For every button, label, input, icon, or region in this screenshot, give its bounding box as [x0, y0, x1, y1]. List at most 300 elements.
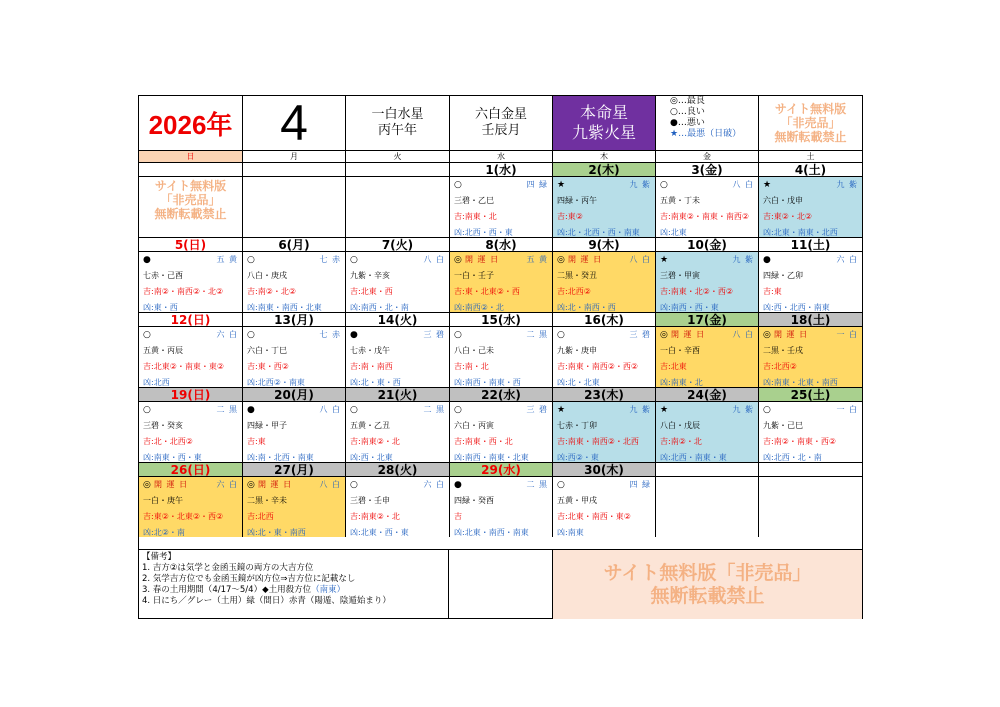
day-cell	[553, 402, 656, 462]
weekday-row	[139, 150, 862, 162]
day-kanshi: 四緑・甲子	[247, 421, 287, 430]
unlucky-directions: 凶:南西・南東・西	[454, 378, 521, 387]
lucky-directions: 吉:北西	[247, 512, 274, 521]
fortune-mark: ○	[763, 405, 771, 415]
date-label: 4(土)	[759, 162, 862, 177]
day-cell	[346, 177, 450, 237]
day-star: 三 碧	[526, 405, 548, 414]
unlucky-directions: 凶:南・北西・南東	[247, 453, 314, 462]
day-header	[143, 329, 238, 341]
day-kanshi: 二黒・辛未	[247, 496, 287, 505]
day-kanshi: 四緑・丙午	[557, 196, 597, 205]
weekday-thu: 木	[553, 151, 656, 162]
fortune-mark: ★	[660, 405, 669, 415]
month-star-cell	[450, 96, 553, 150]
lucky-directions: 吉:北東	[660, 362, 687, 371]
date-label	[656, 462, 759, 477]
date-label: 27(月)	[243, 462, 346, 477]
day-kanshi: 二黒・壬戌	[763, 346, 803, 355]
lucky-directions: 吉:南②・南西②・北②	[143, 287, 224, 296]
date-label: 8(水)	[450, 237, 553, 252]
unlucky-directions: 凶:北西・南東・東	[660, 453, 727, 462]
unlucky-directions: 凶:北・北東	[557, 378, 600, 387]
calendar	[138, 95, 863, 619]
day-cell	[656, 252, 759, 312]
day-cell	[450, 402, 553, 462]
day-cell	[656, 477, 759, 537]
date-label: 19(日)	[139, 387, 243, 402]
date-label: 26(日)	[139, 462, 243, 477]
lucky-day-label: 開 運 日	[671, 330, 706, 339]
fortune-mark: ○	[454, 330, 462, 340]
day-cell	[346, 252, 450, 312]
day-star: 八 白	[319, 405, 341, 414]
fortune-mark: ○	[454, 180, 462, 190]
day-cell	[243, 477, 346, 537]
fortune-mark: ◎	[660, 330, 668, 340]
day-star: 九 紫	[629, 405, 651, 414]
day-cell	[243, 327, 346, 387]
day-kanshi: 一白・辛酉	[660, 346, 700, 355]
day-header	[557, 404, 651, 416]
day-star: 九 紫	[732, 255, 754, 264]
day-cell	[759, 177, 862, 237]
date-label: 10(金)	[656, 237, 759, 252]
lucky-directions: 吉:南東②・南東・南西②	[660, 212, 750, 221]
lucky-directions: 吉:東・西②	[247, 362, 289, 371]
day-cell	[759, 477, 862, 537]
unlucky-directions: 凶:北西・西・東	[454, 228, 513, 237]
year-star: 一白水星	[371, 107, 424, 122]
watermark-header	[759, 96, 862, 150]
day-kanshi: 八白・庚戌	[247, 271, 287, 280]
legend-best: ◎…最良	[670, 96, 705, 106]
fortune-mark: ○	[454, 405, 462, 415]
date-label: 1(水)	[450, 162, 553, 177]
lucky-directions: 吉:南東・南西②・西②	[557, 362, 639, 371]
day-header	[454, 329, 548, 341]
empty-cell	[449, 549, 553, 618]
legend-worst: ★…最悪（日破）	[670, 129, 742, 139]
watermark-line: サイト無料版	[154, 179, 227, 193]
day-cell	[139, 327, 243, 387]
day-cell	[759, 327, 862, 387]
day-star: 五 黄	[216, 255, 238, 264]
honmei-cell	[553, 96, 656, 150]
watermark-cell	[139, 170, 243, 230]
day-star: 八 白	[423, 255, 445, 264]
fortune-mark: ◎	[763, 330, 771, 340]
fortune-mark: ★	[660, 255, 669, 265]
notes-line	[142, 585, 445, 596]
notes-line: 4. 日にち／グレー（土用）緑（間日）赤青（陽遁、陰遁始まり）	[142, 596, 391, 606]
weekday-fri: 金	[656, 151, 759, 162]
unlucky-directions: 凶:北・東・西	[350, 378, 401, 387]
day-cell	[243, 252, 346, 312]
day-star: 七 赤	[319, 330, 341, 339]
fortune-mark: ★	[763, 180, 772, 190]
day-cell	[553, 252, 656, 312]
unlucky-directions: 凶:北②・南	[143, 528, 185, 537]
day-cell	[346, 477, 450, 537]
day-header	[350, 479, 445, 491]
day-kanshi: 四緑・乙卯	[763, 271, 803, 280]
day-cell	[243, 177, 346, 237]
fortune-mark: ○	[660, 180, 668, 190]
date-label: 28(火)	[346, 462, 450, 477]
weekday-sun: 日	[139, 151, 243, 162]
day-kanshi: 五黄・丁未	[660, 196, 700, 205]
fortune-mark: ○	[143, 405, 151, 415]
day-kanshi: 四緑・癸酉	[454, 496, 494, 505]
unlucky-directions: 凶:西②・東	[557, 453, 599, 462]
day-header	[763, 329, 858, 341]
day-header	[143, 479, 238, 491]
date-label: 6(月)	[243, 237, 346, 252]
date-label: 3(金)	[656, 162, 759, 177]
date-label: 24(金)	[656, 387, 759, 402]
day-header	[247, 404, 341, 416]
day-cell	[656, 177, 759, 237]
day-star: 三 碧	[423, 330, 445, 339]
day-header	[763, 179, 858, 191]
date-label: 9(木)	[553, 237, 656, 252]
day-star: 九 紫	[732, 405, 754, 414]
lucky-day-label: 開 運 日	[465, 255, 500, 264]
lucky-directions: 吉:南②・南東・西②	[763, 437, 837, 446]
day-header	[557, 254, 651, 266]
watermark-line: サイト無料版	[774, 102, 847, 116]
day-star: 六 白	[836, 255, 858, 264]
lucky-directions: 吉	[454, 512, 462, 521]
day-cell	[139, 477, 243, 537]
unlucky-directions: 凶:北・北西・西・南東	[557, 228, 640, 237]
day-star: 六 白	[216, 480, 238, 489]
day-star: 八 白	[319, 480, 341, 489]
day-star: 四 緑	[629, 480, 651, 489]
date-label: 18(土)	[759, 312, 862, 327]
lucky-directions: 吉:南東②・北	[350, 437, 400, 446]
fortune-mark: ●	[454, 480, 462, 490]
date-label	[243, 162, 346, 177]
fortune-mark: ○	[143, 330, 151, 340]
day-kanshi: 七赤・己酉	[143, 271, 183, 280]
day-star: 二 黒	[526, 330, 548, 339]
day-star: 三 碧	[629, 330, 651, 339]
weekday-sat: 土	[806, 152, 815, 161]
day-kanshi: 八白・戊辰	[660, 421, 700, 430]
unlucky-directions: 凶:東・西	[143, 303, 178, 312]
day-kanshi: 七赤・丁卯	[557, 421, 597, 430]
day-cell	[139, 402, 243, 462]
day-star: 六 白	[423, 480, 445, 489]
day-star: 八 白	[629, 255, 651, 264]
date-label: 7(火)	[346, 237, 450, 252]
fortune-mark: ●	[763, 255, 771, 265]
day-header	[143, 404, 238, 416]
day-header	[247, 479, 341, 491]
date-label: 29(水)	[450, 462, 553, 477]
day-header	[763, 254, 858, 266]
unlucky-directions: 凶:南西・南東・北東	[454, 453, 529, 462]
month-star: 六白金星	[474, 107, 527, 122]
date-label: 11(土)	[759, 237, 862, 252]
month-cell	[243, 96, 346, 150]
day-cell	[243, 402, 346, 462]
day-header	[557, 479, 651, 491]
day-header	[454, 404, 548, 416]
honmei-star: 九紫火星	[571, 123, 636, 142]
day-kanshi: 五黄・甲戌	[557, 496, 597, 505]
day-kanshi: 九紫・己巳	[763, 421, 803, 430]
notes-line: 2. 気学吉方位でも金函玉鏡が凶方位⇒吉方位に記載なし	[142, 574, 356, 584]
date-label: 14(火)	[346, 312, 450, 327]
unlucky-directions: 凶:南東・西・東	[143, 453, 202, 462]
day-kanshi: 九紫・辛亥	[350, 271, 390, 280]
day-cell	[450, 327, 553, 387]
unlucky-directions: 凶:南東・南西・北東	[247, 303, 322, 312]
date-label: 16(木)	[553, 312, 656, 327]
fortune-mark: ○	[247, 330, 255, 340]
day-star: 九 紫	[836, 180, 858, 189]
lucky-directions: 吉:南②・北	[660, 437, 702, 446]
fortune-mark: ○	[247, 255, 255, 265]
month-label: 4	[280, 95, 308, 151]
date-label	[759, 462, 862, 477]
day-header	[557, 179, 651, 191]
lucky-directions: 吉:北東・南西・東②	[557, 512, 631, 521]
date-label: 25(土)	[759, 387, 862, 402]
unlucky-directions: 凶:南西②・北	[454, 303, 504, 312]
calendar-header	[139, 96, 862, 150]
day-kanshi: 一白・壬子	[454, 271, 494, 280]
notes-title: 【備考】	[142, 552, 177, 562]
day-header	[660, 179, 754, 191]
day-kanshi: 六白・丁巳	[247, 346, 287, 355]
day-kanshi: 五黄・丙辰	[143, 346, 183, 355]
date-label: 20(月)	[243, 387, 346, 402]
lucky-directions: 吉:北東②・南東・東②	[143, 362, 225, 371]
lucky-directions: 吉:東②	[557, 212, 583, 221]
date-label: 17(金)	[656, 312, 759, 327]
honmei-label: 本命星	[579, 103, 628, 122]
day-cell	[139, 252, 243, 312]
lucky-directions: 吉:東	[763, 287, 782, 296]
day-cell	[346, 327, 450, 387]
year-star-cell	[346, 96, 450, 150]
unlucky-directions: 凶:北西・北・南	[763, 453, 822, 462]
lucky-directions: 吉:東②・北②	[763, 212, 813, 221]
day-cell	[656, 402, 759, 462]
weekday-tue: 火	[346, 151, 450, 162]
day-star: 二 黒	[526, 480, 548, 489]
lucky-directions: 吉:南東・北②・西②	[660, 287, 734, 296]
day-star: 七 赤	[319, 255, 341, 264]
fortune-mark: ○	[557, 330, 565, 340]
date-label	[346, 162, 450, 177]
day-kanshi: 九紫・庚申	[557, 346, 597, 355]
watermark-line: 無断転載禁止	[650, 584, 765, 607]
day-kanshi: 一白・庚午	[143, 496, 183, 505]
unlucky-directions: 凶:北東・西・東	[350, 528, 409, 537]
fortune-mark: ○	[350, 405, 358, 415]
fortune-mark: ★	[557, 405, 566, 415]
day-star: 二 黒	[423, 405, 445, 414]
day-cell	[450, 477, 553, 537]
weekday-mon: 月	[243, 151, 346, 162]
notes-direction: （南東）	[311, 585, 346, 595]
unlucky-directions: 凶:北・南西・西	[557, 303, 616, 312]
day-header	[660, 254, 754, 266]
unlucky-directions: 凶:西・北西・南東	[763, 303, 830, 312]
day-star: 八 白	[732, 180, 754, 189]
lucky-directions: 吉:南東・南西②・北西	[557, 437, 639, 446]
lucky-directions: 吉:北・北西②	[143, 437, 193, 446]
day-cell	[759, 252, 862, 312]
unlucky-directions: 凶:南西・北・南	[350, 303, 409, 312]
day-cell	[553, 477, 656, 537]
date-label: 30(木)	[553, 462, 656, 477]
lucky-day-label: 開 運 日	[258, 480, 293, 489]
day-cell	[553, 327, 656, 387]
day-cell	[656, 327, 759, 387]
day-kanshi: 三碧・癸亥	[143, 421, 183, 430]
unlucky-directions: 凶:北・東・南西	[247, 528, 306, 537]
day-cell	[450, 252, 553, 312]
day-header	[660, 404, 754, 416]
day-header	[763, 404, 858, 416]
day-header	[247, 254, 341, 266]
fortune-mark: ●	[247, 405, 255, 415]
notes-line: 1. 吉方②は気学と金函玉鏡の両方の大吉方位	[142, 563, 314, 573]
day-header	[350, 404, 445, 416]
date-label: 22(水)	[450, 387, 553, 402]
legend-bad: ●…悪い	[670, 118, 705, 128]
unlucky-directions: 凶:南東	[557, 528, 584, 537]
big-watermark	[553, 549, 862, 619]
watermark-line: 無断転載禁止	[774, 130, 847, 144]
year-label: 2026年	[148, 109, 233, 140]
day-star: 六 白	[216, 330, 238, 339]
day-header	[454, 254, 548, 266]
day-header	[350, 329, 445, 341]
year-kanshi: 丙午年	[377, 123, 417, 138]
day-star: 四 緑	[526, 180, 548, 189]
weekday-wed: 水	[450, 151, 553, 162]
date-label: 23(木)	[553, 387, 656, 402]
lucky-directions: 吉:東②・北東②・西②	[143, 512, 224, 521]
lucky-directions: 吉:北西②	[557, 287, 591, 296]
legend-good: ○…良い	[670, 107, 705, 117]
notes-box	[139, 549, 449, 618]
notes-line-text: 3. 春の土用期間（4/17～5/4）◆土用殺方位	[142, 585, 312, 595]
unlucky-directions: 凶:南東・北東・南西	[763, 378, 838, 387]
unlucky-directions: 凶:南東・北	[660, 378, 703, 387]
lucky-directions: 吉:南・南西	[350, 362, 393, 371]
lucky-directions: 吉:東・北東②・西	[454, 287, 520, 296]
watermark-line: 「非売品」	[160, 193, 221, 207]
lucky-day-label: 開 運 日	[154, 480, 189, 489]
watermark-line: サイト無料版「非売品」	[603, 561, 812, 584]
unlucky-directions: 凶:北東・南西・南東	[454, 528, 529, 537]
day-kanshi: 六白・戊申	[763, 196, 803, 205]
fortune-mark: ◎	[247, 480, 255, 490]
day-star: 五 黄	[526, 255, 548, 264]
day-cell	[346, 402, 450, 462]
day-kanshi: 五黄・乙丑	[350, 421, 390, 430]
day-header	[350, 254, 445, 266]
day-star: 二 黒	[216, 405, 238, 414]
lucky-directions: 吉:南②・北②	[247, 287, 297, 296]
lucky-directions: 吉:北東・西	[350, 287, 393, 296]
day-header	[247, 329, 341, 341]
lucky-directions: 吉:南・北	[454, 362, 489, 371]
day-kanshi: 八白・己未	[454, 346, 494, 355]
day-star: 一 白	[836, 405, 858, 414]
day-star: 九 紫	[629, 180, 651, 189]
unlucky-directions: 凶:北東・南東・北西	[763, 228, 838, 237]
fortune-mark: ○	[350, 480, 358, 490]
day-kanshi: 三碧・壬申	[350, 496, 390, 505]
fortune-mark: ◎	[454, 255, 462, 265]
legend	[656, 96, 759, 150]
watermark-line: 無断転載禁止	[154, 207, 227, 221]
watermark-line: 「非売品」	[780, 116, 841, 130]
day-header	[660, 329, 754, 341]
day-kanshi: 三碧・乙巳	[454, 196, 494, 205]
date-label: 15(水)	[450, 312, 553, 327]
date-label: 21(火)	[346, 387, 450, 402]
day-star: 八 白	[732, 330, 754, 339]
day-header	[454, 179, 548, 191]
day-cell	[759, 402, 862, 462]
day-cell	[553, 177, 656, 237]
lucky-directions: 吉:南東・北	[454, 212, 497, 221]
unlucky-directions: 凶:南西・西・東	[660, 303, 719, 312]
fortune-mark: ◎	[557, 255, 565, 265]
date-label: 13(月)	[243, 312, 346, 327]
unlucky-directions: 凶:北東	[660, 228, 687, 237]
unlucky-directions: 凶:北西②・南東	[247, 378, 305, 387]
lucky-directions: 吉:南東②・北	[350, 512, 400, 521]
lucky-day-label: 開 運 日	[774, 330, 809, 339]
lucky-directions: 吉:北西②	[763, 362, 797, 371]
fortune-mark: ●	[350, 330, 358, 340]
day-header	[143, 254, 238, 266]
month-kanshi: 壬辰月	[481, 123, 521, 138]
fortune-mark: ○	[557, 480, 565, 490]
day-kanshi: 七赤・戊午	[350, 346, 390, 355]
date-label: 12(日)	[139, 312, 243, 327]
day-header	[454, 479, 548, 491]
lucky-day-label: 開 運 日	[568, 255, 603, 264]
unlucky-directions: 凶:西・北東	[350, 453, 393, 462]
date-label: 5(日)	[139, 237, 243, 252]
day-header	[557, 329, 651, 341]
unlucky-directions: 凶:北西	[143, 378, 170, 387]
date-label: 2(木)	[553, 162, 656, 177]
year-cell	[139, 96, 243, 150]
fortune-mark: ◎	[143, 480, 151, 490]
fortune-mark: ●	[143, 255, 151, 265]
day-cell	[450, 177, 553, 237]
lucky-directions: 吉:南東・西・北	[454, 437, 513, 446]
day-kanshi: 二黒・癸丑	[557, 271, 597, 280]
lucky-directions: 吉:東	[247, 437, 266, 446]
fortune-mark: ○	[350, 255, 358, 265]
day-star: 一 白	[836, 330, 858, 339]
day-kanshi: 三碧・甲寅	[660, 271, 700, 280]
